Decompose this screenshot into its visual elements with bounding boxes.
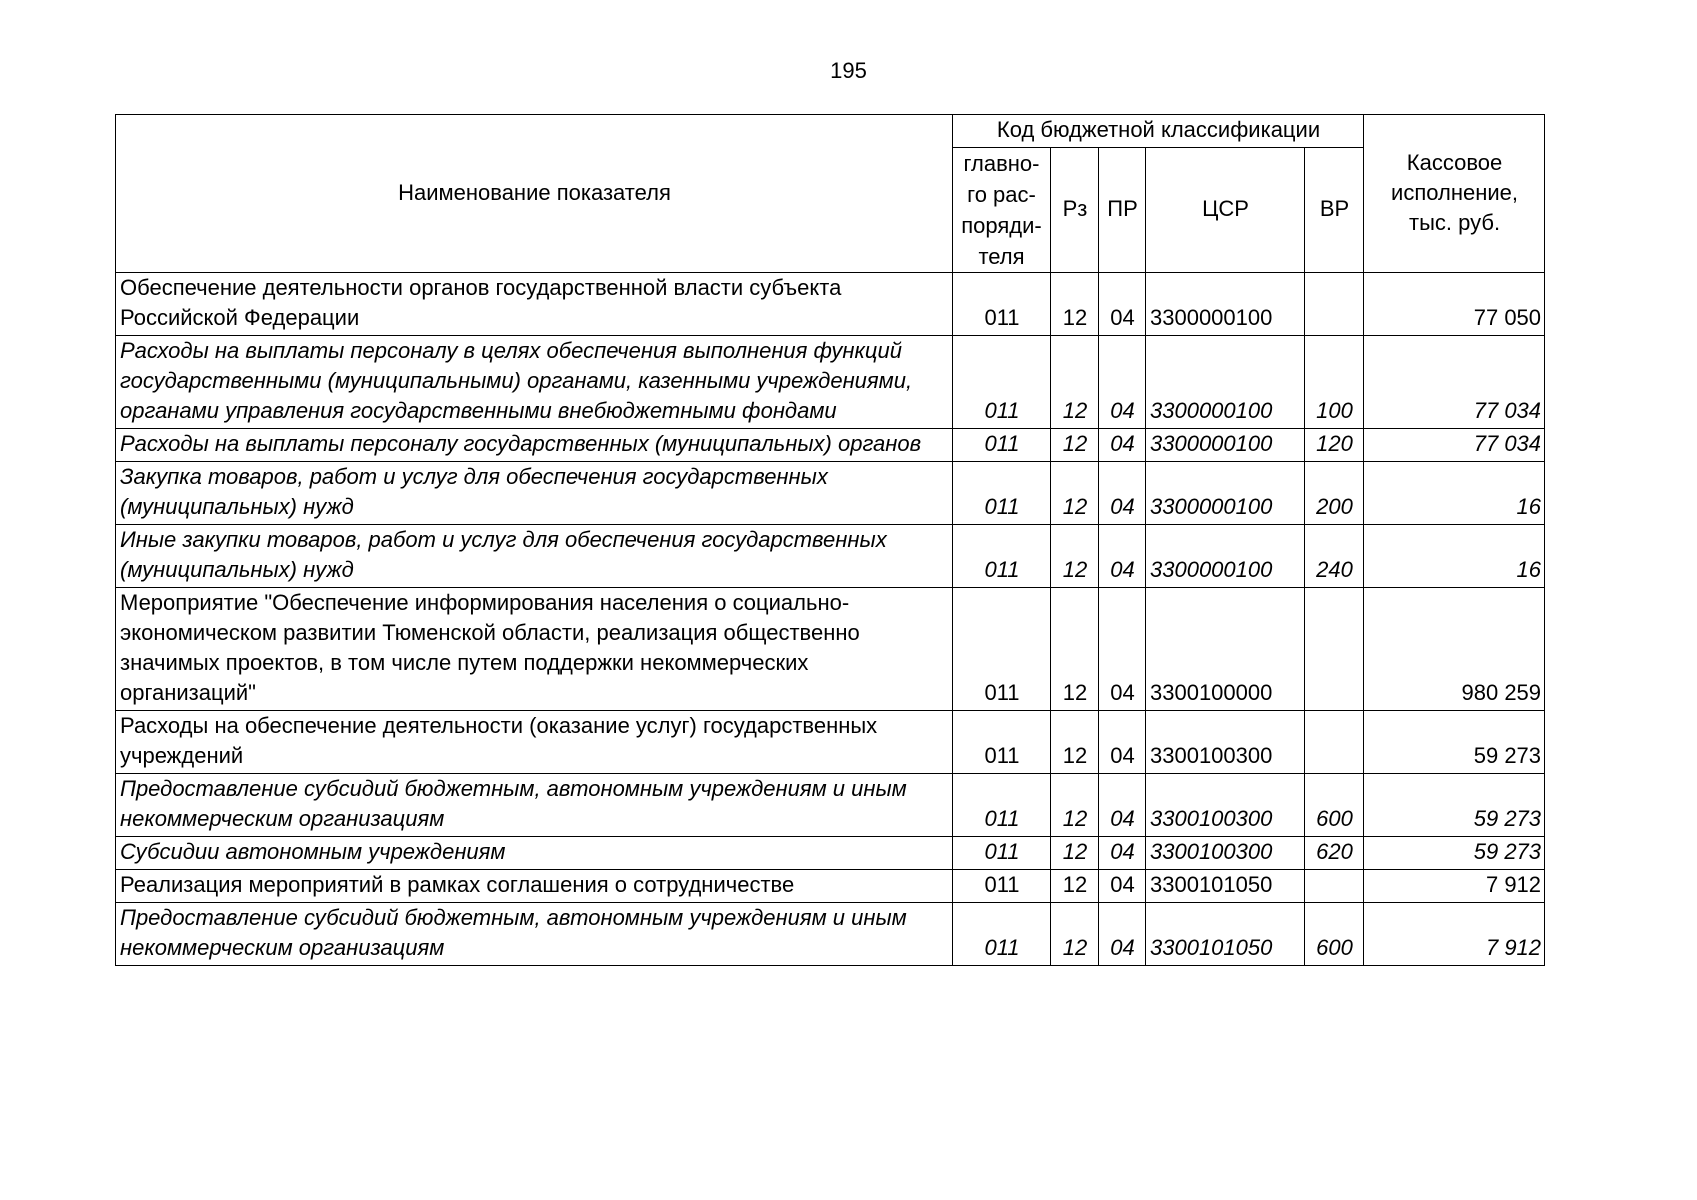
table-row: [116, 273, 1545, 336]
cell-name: Мероприятие "Обеспечение информирования населения о социально-экономическом развитии Тюменской области, реализация общественно значимых проектов, в том числе путем поддержки некоммерческих организаций": [116, 588, 953, 711]
cell-pr: 04: [1099, 837, 1146, 870]
cell-name: Обеспечение деятельности органов государственной власти субъекта Российской Федерации: [116, 273, 953, 336]
cell-amount: 16: [1364, 462, 1545, 525]
cell-name: Предоставление субсидий бюджетным, автономным учреждениям и иным некоммерческим организациям: [116, 774, 953, 837]
cell-glavn: 011: [953, 462, 1051, 525]
cell-vr: [1305, 711, 1364, 774]
cell-vr: [1305, 870, 1364, 903]
cell-amount: 980 259: [1364, 588, 1545, 711]
cell-csr: 3300000100: [1146, 429, 1305, 462]
cell-pr: 04: [1099, 870, 1146, 903]
table-row: [116, 462, 1545, 525]
header-amount-line: Кассовое: [1406, 149, 1503, 175]
cell-pr: 04: [1099, 711, 1146, 774]
cell-csr: 3300000100: [1146, 336, 1305, 429]
cell-vr: 100: [1305, 336, 1364, 429]
cell-name: Реализация мероприятий в рамках соглашения о сотрудничестве: [116, 870, 953, 903]
cell-glavn: 011: [953, 711, 1051, 774]
cell-pr: 04: [1099, 462, 1146, 525]
cell-glavn: 011: [953, 273, 1051, 336]
header-glavn-line: теля: [978, 244, 1025, 269]
cell-rz: 12: [1051, 273, 1099, 336]
cell-amount: 77 050: [1364, 273, 1545, 336]
cell-vr: 600: [1305, 774, 1364, 837]
cell-pr: 04: [1099, 273, 1146, 336]
cell-vr: 620: [1305, 837, 1364, 870]
header-amount-line: исполнение,: [1391, 179, 1519, 205]
cell-pr: 04: [1099, 429, 1146, 462]
cell-csr: 3300100000: [1146, 588, 1305, 711]
cell-pr: 04: [1099, 588, 1146, 711]
cell-amount: 59 273: [1364, 774, 1545, 837]
cell-vr: [1305, 273, 1364, 336]
cell-amount: 59 273: [1364, 711, 1545, 774]
cell-glavn: 011: [953, 870, 1051, 903]
cell-amount: 16: [1364, 525, 1545, 588]
cell-pr: 04: [1099, 774, 1146, 837]
page-number: 195: [830, 58, 867, 83]
header-rz: Рз: [1051, 148, 1099, 273]
cell-vr: [1305, 588, 1364, 711]
table-row: [116, 336, 1545, 429]
cell-csr: 3300000100: [1146, 525, 1305, 588]
cell-rz: 12: [1051, 870, 1099, 903]
table-body: [116, 273, 1545, 966]
cell-name: Иные закупки товаров, работ и услуг для обеспечения государственных (муниципальных) нужд: [116, 525, 953, 588]
cell-amount: 59 273: [1364, 837, 1545, 870]
table-row: [116, 429, 1545, 462]
cell-csr: 3300100300: [1146, 774, 1305, 837]
cell-name: Субсидии автономным учреждениям: [116, 837, 953, 870]
cell-rz: 12: [1051, 837, 1099, 870]
table-row: [116, 774, 1545, 837]
table-row: [116, 711, 1545, 774]
header-name: Наименование показателя: [116, 115, 953, 273]
cell-name: Расходы на выплаты персоналу государственных (муниципальных) органов: [116, 429, 953, 462]
header-code-group: Код бюджетной классификации: [953, 115, 1364, 148]
cell-name: Расходы на выплаты персоналу в целях обеспечения выполнения функций государственными (муниципальными) органами, казенными учреждениями, органами управления государственными внебюджетными фондами: [116, 336, 953, 429]
cell-name: Расходы на обеспечение деятельности (оказание услуг) государственных учреждений: [116, 711, 953, 774]
table-row: [116, 837, 1545, 870]
cell-glavn: 011: [953, 525, 1051, 588]
cell-csr: 3300000100: [1146, 273, 1305, 336]
cell-amount: 77 034: [1364, 336, 1545, 429]
cell-csr: 3300100300: [1146, 837, 1305, 870]
cell-glavn: 011: [953, 429, 1051, 462]
budget-table: [115, 114, 1545, 966]
cell-name: Предоставление субсидий бюджетным, автономным учреждениям и иным некоммерческим организациям: [116, 903, 953, 966]
header-glavn-line: поряди-: [961, 213, 1042, 238]
cell-amount: 77 034: [1364, 429, 1545, 462]
cell-vr: 240: [1305, 525, 1364, 588]
cell-glavn: 011: [953, 903, 1051, 966]
cell-csr: 3300000100: [1146, 462, 1305, 525]
cell-vr: 600: [1305, 903, 1364, 966]
header-amount: [1364, 115, 1545, 273]
header-glavn-line: главно-: [963, 151, 1040, 176]
cell-glavn: 011: [953, 336, 1051, 429]
cell-csr: 3300100300: [1146, 711, 1305, 774]
cell-csr: 3300101050: [1146, 903, 1305, 966]
header-amount-line: тыс. руб.: [1409, 209, 1501, 235]
cell-pr: 04: [1099, 336, 1146, 429]
header-csr: ЦСР: [1146, 148, 1305, 273]
cell-rz: 12: [1051, 429, 1099, 462]
table-row: [116, 870, 1545, 903]
cell-amount: 7 912: [1364, 870, 1545, 903]
cell-rz: 12: [1051, 462, 1099, 525]
table-row: [116, 588, 1545, 711]
header-pr: ПР: [1099, 148, 1146, 273]
cell-rz: 12: [1051, 588, 1099, 711]
cell-amount: 7 912: [1364, 903, 1545, 966]
cell-glavn: 011: [953, 774, 1051, 837]
header-glavn-line: го рас-: [967, 182, 1036, 207]
cell-rz: 12: [1051, 903, 1099, 966]
cell-glavn: 011: [953, 588, 1051, 711]
header-vr: ВР: [1305, 148, 1364, 273]
cell-rz: 12: [1051, 774, 1099, 837]
table-row: [116, 525, 1545, 588]
cell-vr: 120: [1305, 429, 1364, 462]
cell-rz: 12: [1051, 336, 1099, 429]
cell-rz: 12: [1051, 525, 1099, 588]
table-row: [116, 903, 1545, 966]
cell-pr: 04: [1099, 903, 1146, 966]
cell-vr: 200: [1305, 462, 1364, 525]
cell-glavn: 011: [953, 837, 1051, 870]
cell-rz: 12: [1051, 711, 1099, 774]
cell-name: Закупка товаров, работ и услуг для обеспечения государственных (муниципальных) нужд: [116, 462, 953, 525]
cell-csr: 3300101050: [1146, 870, 1305, 903]
cell-pr: 04: [1099, 525, 1146, 588]
header-glavn: [953, 148, 1051, 273]
